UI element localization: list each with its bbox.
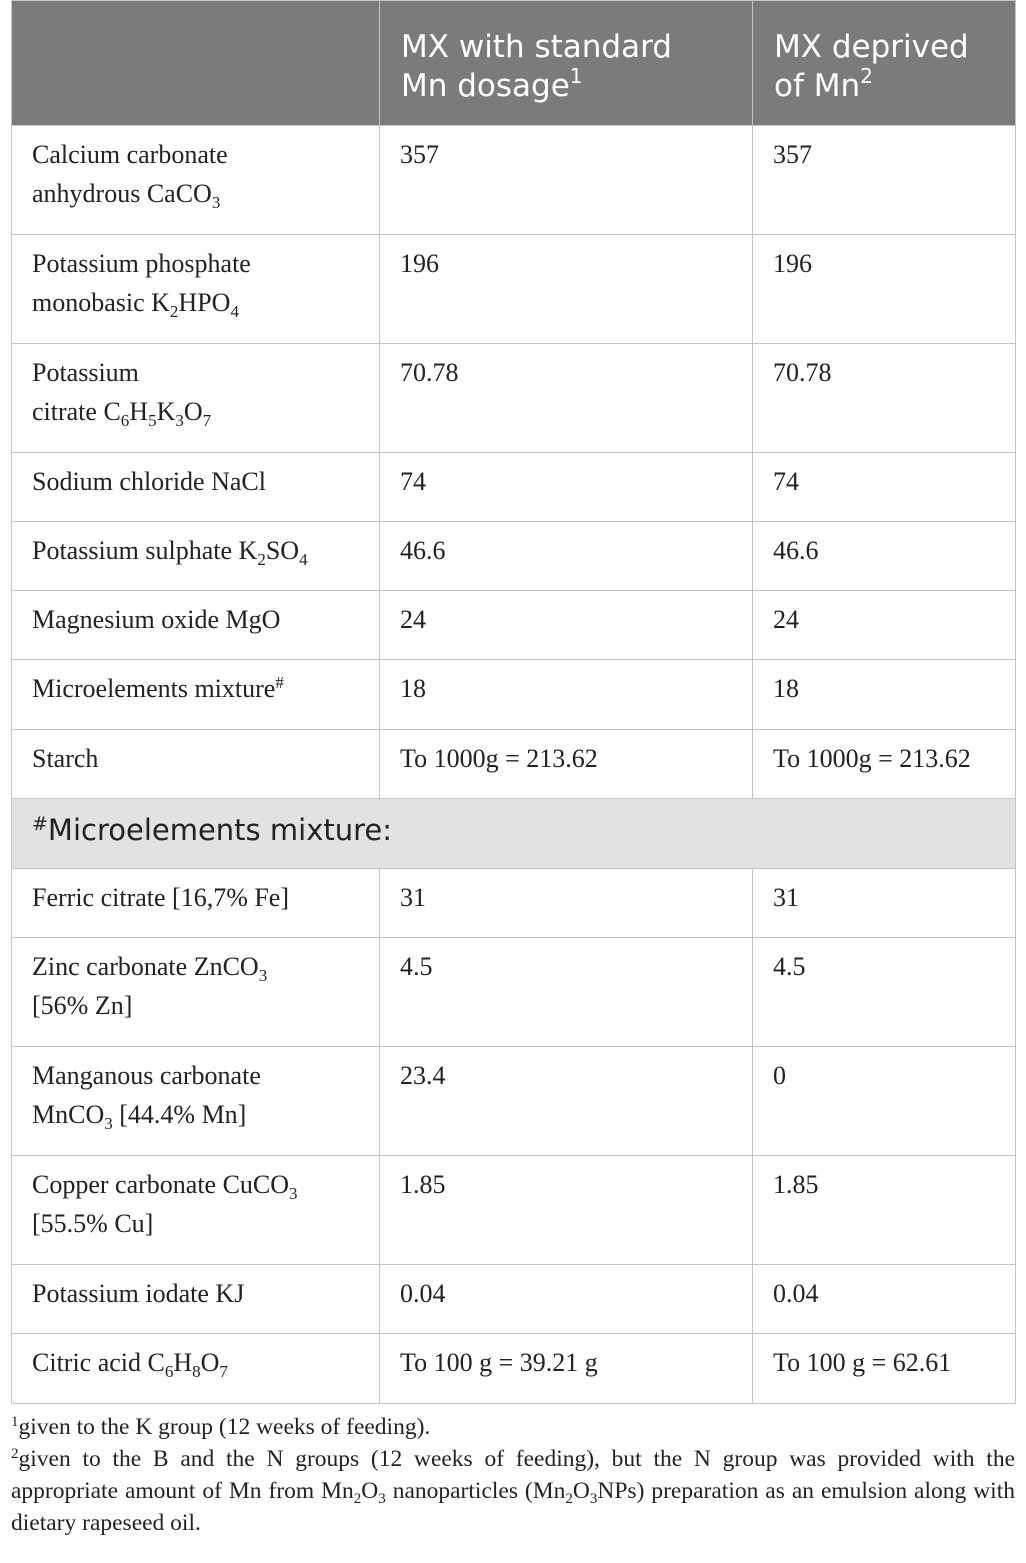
value-deprived: 70.78 xyxy=(753,344,1016,453)
row-label: Potassium phosphate monobasic $K_2HPO_4$ xyxy=(12,235,380,344)
header-col3-line1: MX deprived xyxy=(774,29,969,65)
composition-table xyxy=(11,0,1016,1404)
value-deprived: 196 xyxy=(753,235,1016,344)
table-row xyxy=(12,869,1016,938)
header-deprived-mn xyxy=(753,1,1016,126)
table-row xyxy=(12,730,1016,799)
value-standard: 18 xyxy=(380,660,753,730)
value-standard: To 1000g = 213.62 xyxy=(380,730,753,799)
value-standard: 196 xyxy=(380,235,753,344)
value-deprived: To 100 g = 62.61 xyxy=(753,1334,1016,1404)
value-deprived: 357 xyxy=(753,126,1016,235)
table-row xyxy=(12,1265,1016,1334)
value-standard: 74 xyxy=(380,453,753,522)
table-row xyxy=(12,1047,1016,1156)
row-label: Sodium chloride NaCl xyxy=(12,453,380,522)
row-label: Potassium sulphate $K_2SO_4$ xyxy=(12,522,380,591)
header-col2-line2: Mn dosage xyxy=(401,68,570,104)
value-deprived: 0.04 xyxy=(753,1265,1016,1334)
value-standard: 23.4 xyxy=(380,1047,753,1156)
row-label: Microelements mixture# xyxy=(12,660,380,730)
table-row xyxy=(12,1334,1016,1404)
value-standard: 0.04 xyxy=(380,1265,753,1334)
table-footnotes xyxy=(11,1411,1015,1539)
value-deprived: 31 xyxy=(753,869,1016,938)
value-standard: 4.5 xyxy=(380,938,753,1047)
row-label: Potassium citrate $C_6H_5K_3O_7$ xyxy=(12,344,380,453)
footnote-2: $^2$given to the B and the N groups (12 weeks of feeding), but the N group was provided with the appropriate amount of Mn from $Mn_2O_3$ nanoparticles $(Mn_2O_3NPs)$ preparation as an emulsion along with dietary rapeseed oil. xyxy=(11,1446,1015,1536)
section-header-row xyxy=(12,799,1016,869)
row-label: Copper carbonate CuCO$_3$ [55.5% Cu] xyxy=(12,1156,380,1265)
value-standard: 70.78 xyxy=(380,344,753,453)
header-col3-line2: of Mn xyxy=(774,68,861,104)
table-row xyxy=(12,522,1016,591)
row-label: Zinc carbonate ZnCO$_3$ [56% Zn] xyxy=(12,938,380,1047)
value-deprived: 0 xyxy=(753,1047,1016,1156)
row-label: Manganous carbonate MnCO$_3$ [44.4% Mn] xyxy=(12,1047,380,1156)
value-standard: 1.85 xyxy=(380,1156,753,1265)
value-standard: 31 xyxy=(380,869,753,938)
row-label: Starch xyxy=(12,730,380,799)
header-col3-sup: 2 xyxy=(860,63,873,88)
value-deprived: 4.5 xyxy=(753,938,1016,1047)
value-standard: 46.6 xyxy=(380,522,753,591)
table-row xyxy=(12,591,1016,660)
header-col2-line1: MX with standard xyxy=(401,29,672,65)
row-label: Magnesium oxide MgO xyxy=(12,591,380,660)
header-empty-cell xyxy=(12,1,380,126)
section-title: #Microelements mixture: xyxy=(12,799,1016,869)
table-row xyxy=(12,660,1016,730)
row-label: Potassium iodate KJ xyxy=(12,1265,380,1334)
value-deprived: 18 xyxy=(753,660,1016,730)
row-label: Citric acid $C_6H_8O_7$ xyxy=(12,1334,380,1404)
header-col2-sup: 1 xyxy=(569,63,583,88)
row-label: Ferric citrate [16,7% Fe] xyxy=(12,869,380,938)
value-deprived: 74 xyxy=(753,453,1016,522)
value-standard: 357 xyxy=(380,126,753,235)
table-row xyxy=(12,938,1016,1047)
table-header-row xyxy=(12,1,1016,126)
header-standard-mn xyxy=(380,1,753,126)
value-deprived: To 1000g = 213.62 xyxy=(753,730,1016,799)
value-deprived: 1.85 xyxy=(753,1156,1016,1265)
table-row xyxy=(12,1156,1016,1265)
row-label: Calcium carbonate anhydrous CaCO$_3$ xyxy=(12,126,380,235)
table-row xyxy=(12,344,1016,453)
table-row xyxy=(12,235,1016,344)
value-deprived: 46.6 xyxy=(753,522,1016,591)
footnote-1: $^1$given to the K group (12 weeks of feeding). xyxy=(11,1414,431,1440)
table-row xyxy=(12,453,1016,522)
value-standard: 24 xyxy=(380,591,753,660)
value-standard: To 100 g = 39.21 g xyxy=(380,1334,753,1404)
table-row xyxy=(12,126,1016,235)
value-deprived: 24 xyxy=(753,591,1016,660)
